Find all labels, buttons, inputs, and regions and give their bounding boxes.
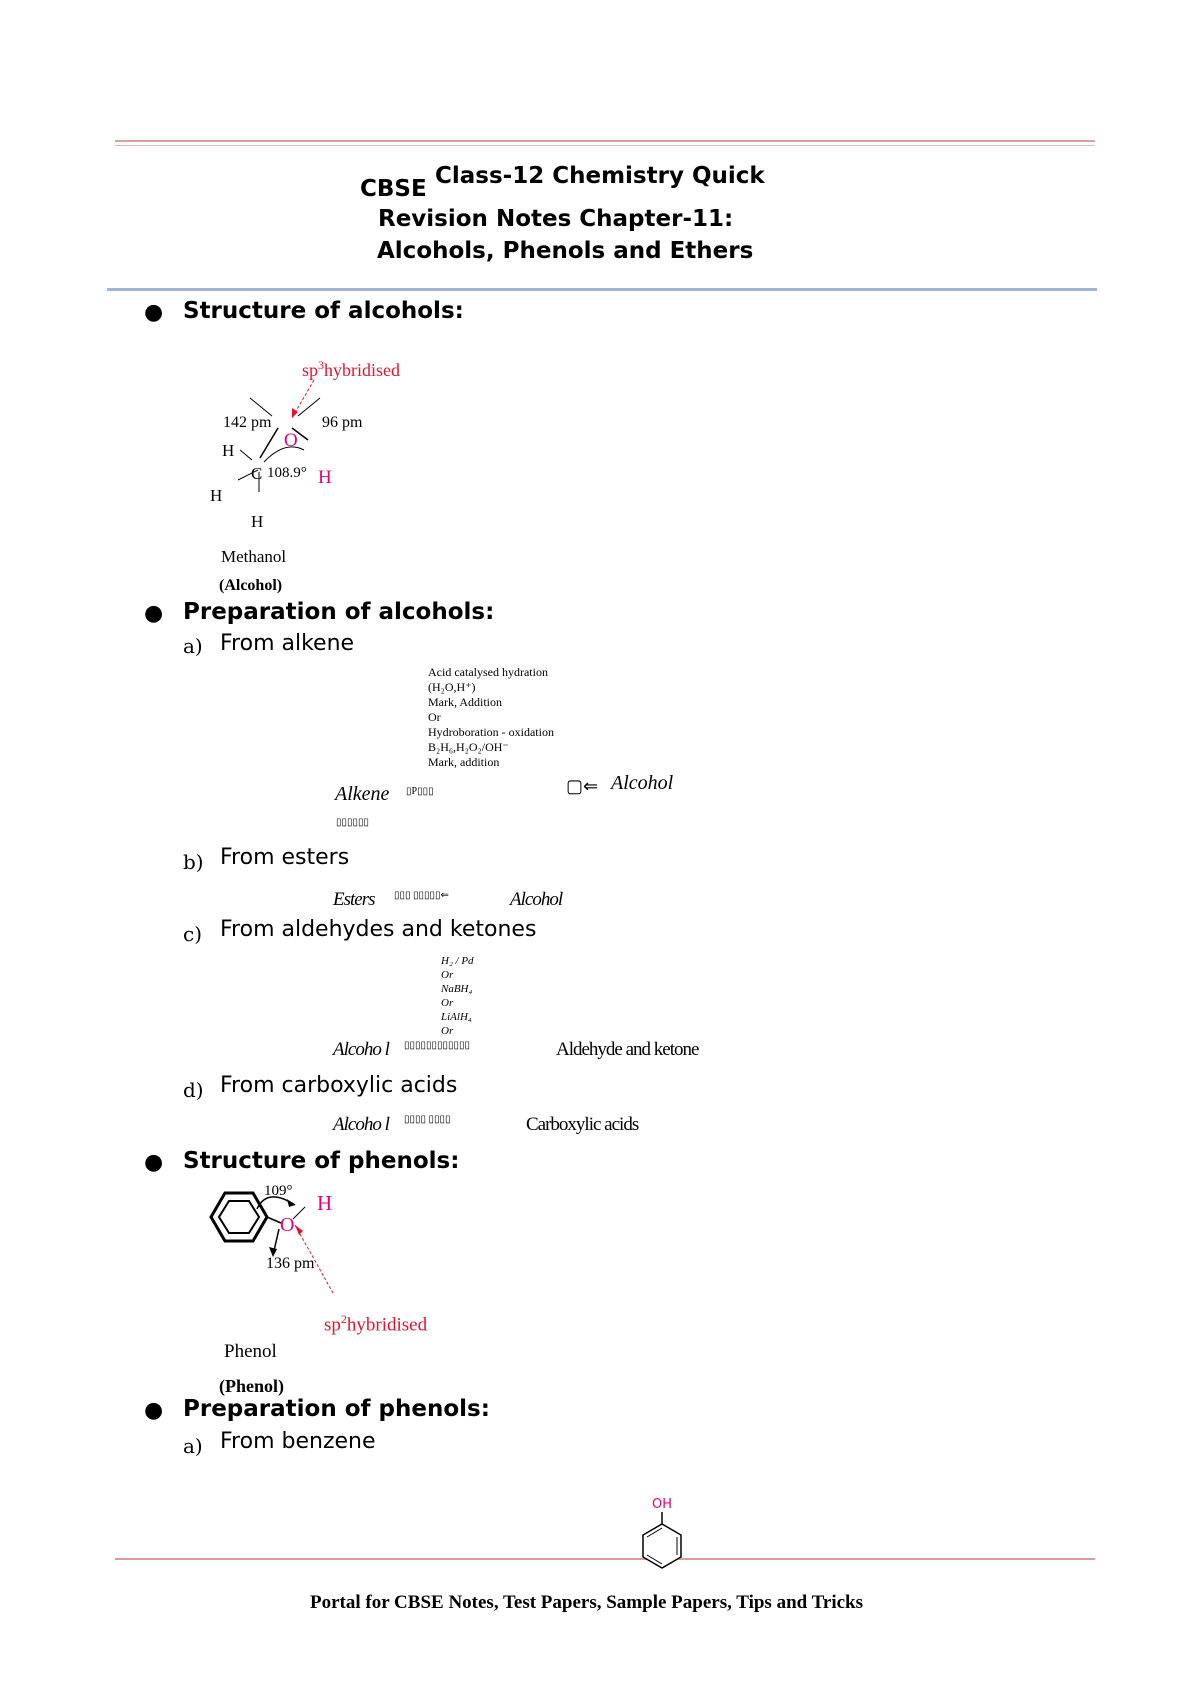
atom-h-top: H bbox=[222, 441, 235, 460]
sp3-hybridised-label: $sp^3hybridised$ bbox=[302, 358, 401, 380]
methanol-structure-diagram bbox=[200, 370, 420, 510]
title-line-3: Alcohols, Phenols and Ethers bbox=[377, 238, 754, 264]
atom-h-hydroxyl: H bbox=[318, 467, 332, 488]
heading-structure-phenols: Structure of phenols: bbox=[183, 1148, 460, 1174]
phenol-atom-o: O bbox=[280, 1214, 295, 1236]
garbled-arrow-glyphs: ▯P▯▯▯ bbox=[406, 786, 434, 797]
bond-length-oh: 96 pm bbox=[322, 414, 363, 431]
heading-preparation-phenols: Preparation of phenols: bbox=[183, 1396, 490, 1422]
heading-structure-alcohols: Structure of alcohols: bbox=[183, 298, 464, 324]
item-from-alkene: From alkene bbox=[220, 631, 355, 656]
item-letter-d: d) bbox=[183, 1078, 204, 1102]
bullet-dot: ● bbox=[144, 1150, 164, 1175]
garbled-arrow-glyphs: ▯▯▯ ▯▯▯▯▯⇐ bbox=[394, 890, 449, 901]
carboxylic-reactant: Carboxylic acids bbox=[526, 1114, 639, 1135]
phenol-atom-h: H bbox=[317, 1191, 333, 1215]
alkene-conditions: Acid catalysed hydration (H₂O,H⁺) Mark, Addition Or Hydroboration - oxidation B₂H₆,H₂O₂/OH⁻ Mark, addition bbox=[428, 665, 554, 769]
item-from-aldehydes-ketones: From aldehydes and ketones bbox=[220, 917, 537, 942]
bullet-dot: ● bbox=[144, 1398, 164, 1423]
heading-preparation-alcohols: Preparation of alcohols: bbox=[183, 599, 495, 625]
esters-reactant: Esters bbox=[333, 889, 375, 910]
bond-angle: 108.9° bbox=[267, 465, 307, 481]
atom-h-bottom: H bbox=[251, 512, 264, 531]
header-rule-top bbox=[115, 140, 1095, 142]
carboxylic-product-alcohol: Alcoho l bbox=[333, 1114, 389, 1135]
item-letter-c: c) bbox=[183, 922, 203, 946]
bullet-dot: ● bbox=[144, 601, 164, 626]
garbled-arrow-glyphs: ▯▯▯▯▯▯▯▯▯▯▯▯ bbox=[404, 1040, 471, 1051]
aldehyde-reactant: Aldehyde and ketone bbox=[556, 1039, 699, 1060]
item-letter-a: a) bbox=[183, 634, 203, 658]
header-rule-blue bbox=[107, 288, 1097, 291]
atom-oxygen: O bbox=[284, 430, 298, 451]
phenol-bond-length: 136 pm bbox=[266, 1255, 315, 1272]
footer-rule bbox=[115, 1558, 1095, 1560]
atom-h-left: H bbox=[210, 486, 223, 505]
garbled-arrow-glyphs: ▯▯▯▯▯▯ bbox=[336, 817, 370, 828]
aldehyde-conditions: H₂ / Pd Or NaBH₄ Or LiAlH₄ Or bbox=[441, 955, 474, 1037]
title-line-1: Class-12 Chemistry Quick bbox=[435, 163, 765, 189]
item-from-esters: From esters bbox=[220, 845, 350, 870]
esters-product: Alcohol bbox=[510, 889, 563, 910]
item-letter-a: a) bbox=[183, 1434, 203, 1458]
alkene-product: Alcohol bbox=[611, 772, 674, 794]
item-letter-b: b) bbox=[183, 850, 204, 874]
footer-text: Portal for CBSE Notes, Test Papers, Sample Papers, Tips and Tricks bbox=[310, 1592, 863, 1613]
phenol-bond-angle: 109° bbox=[264, 1183, 293, 1199]
methanol-caption: (Alcohol) bbox=[219, 577, 283, 594]
item-from-benzene: From benzene bbox=[220, 1429, 376, 1454]
header-rule-top-thin bbox=[115, 145, 1095, 146]
bond-length-co: 142 pm bbox=[223, 414, 272, 431]
item-from-carboxylic-acids: From carboxylic acids bbox=[220, 1073, 458, 1098]
aldehyde-product-alcohol: Alcoho l bbox=[333, 1039, 389, 1060]
footer-phenol-logo-icon bbox=[638, 1510, 688, 1576]
alkene-reactant: Alkene bbox=[335, 783, 390, 805]
title-line-2: Revision Notes Chapter-11: bbox=[378, 206, 734, 232]
garbled-arrow-glyphs: ▯▯▯▯ ▯▯▯▯ bbox=[404, 1114, 451, 1125]
phenol-caption: (Phenol) bbox=[219, 1376, 284, 1396]
phenol-name: Phenol bbox=[224, 1341, 277, 1362]
bullet-dot: ● bbox=[144, 300, 164, 325]
methanol-name: Methanol bbox=[221, 547, 287, 566]
sp2-hybridised-label: $sp^2hybridised$ bbox=[324, 1312, 428, 1336]
footer-logo-oh: OH bbox=[652, 1497, 673, 1512]
atom-carbon: C bbox=[251, 464, 263, 483]
title-cbse: CBSE bbox=[360, 176, 427, 202]
arrow-glyph: ▢⇐ bbox=[566, 776, 599, 796]
